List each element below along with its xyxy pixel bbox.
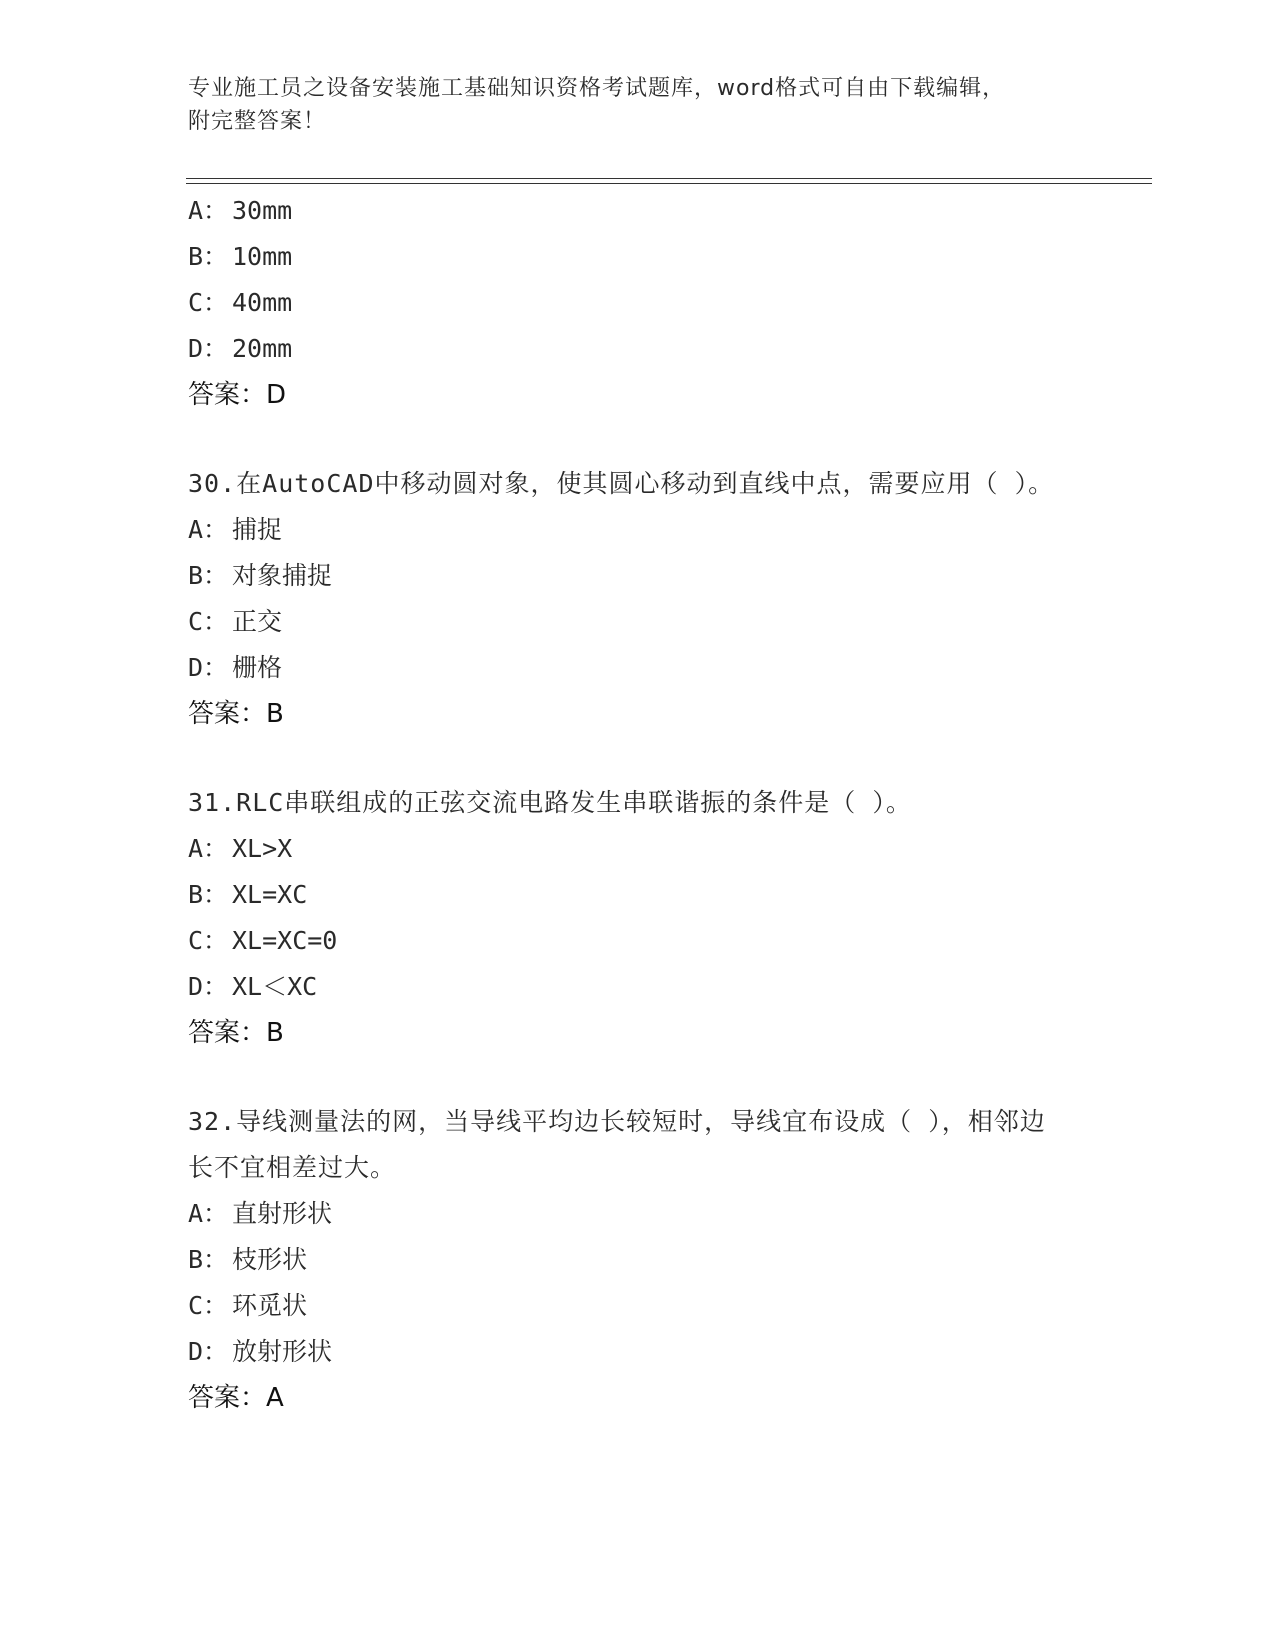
option-label: C： [188, 288, 229, 317]
option-b [188, 553, 1088, 599]
answer-line: 答案：D [188, 380, 287, 410]
option-text: 枝形状 [232, 1245, 308, 1274]
option-text: 栅格 [232, 653, 283, 682]
option-d [188, 1329, 1088, 1375]
question-text: 30.在AutoCAD中移动圆对象，使其圆心移动到直线中点，需要应用（ ）。 [188, 469, 1055, 498]
question-block [188, 1099, 1088, 1421]
option-text: XL＜XC [232, 972, 318, 1001]
option-text: 正交 [232, 607, 283, 636]
option-d [188, 964, 1088, 1010]
answer-line: 答案：B [188, 699, 284, 729]
option-label: B： [188, 880, 229, 909]
option-label: B： [188, 561, 229, 590]
option-label: A： [188, 515, 229, 544]
option-label: C： [188, 607, 229, 636]
option-text: 10mm [232, 242, 293, 271]
option-a [188, 188, 1088, 234]
option-text: XL>X [232, 834, 293, 863]
question-block [188, 461, 1088, 737]
option-label: B： [188, 242, 229, 271]
option-label: B： [188, 1245, 229, 1274]
question-block [188, 188, 1088, 418]
option-label: D： [188, 334, 229, 363]
option-a [188, 1191, 1088, 1237]
header-rule-bottom [186, 183, 1152, 184]
header-rule-top [186, 178, 1152, 179]
answer-line: 答案：B [188, 1018, 284, 1048]
option-c [188, 599, 1088, 645]
question-text: 32.导线测量法的网，当导线平均边长较短时，导线宜布设成（ ），相邻边长不宜相差过大。 [188, 1107, 1046, 1182]
option-text: 40mm [232, 288, 293, 317]
option-text: 环觅状 [232, 1291, 308, 1320]
option-text: 捕捉 [232, 515, 283, 544]
option-label: C： [188, 926, 229, 955]
page-header [188, 72, 1088, 138]
option-b [188, 1237, 1088, 1283]
option-label: D： [188, 1337, 229, 1366]
option-text: 20mm [232, 334, 293, 363]
question-block [188, 780, 1088, 1056]
option-label: C： [188, 1291, 229, 1320]
option-text: 30mm [232, 196, 293, 225]
option-b [188, 234, 1088, 280]
option-text: 直射形状 [232, 1199, 333, 1228]
header-line-1: 专业施工员之设备安装施工基础知识资格考试题库，word格式可自由下载编辑， [188, 76, 1006, 101]
option-c [188, 918, 1088, 964]
option-d [188, 326, 1088, 372]
option-b [188, 872, 1088, 918]
option-text: 对象捕捉 [232, 561, 333, 590]
option-label: D： [188, 653, 229, 682]
option-text: XL=XC [232, 880, 308, 909]
question-text: 31.RLC串联组成的正弦交流电路发生串联谐振的条件是（ ）。 [188, 788, 912, 817]
option-label: A： [188, 834, 229, 863]
option-label: A： [188, 1199, 229, 1228]
option-c [188, 1283, 1088, 1329]
option-text: 放射形状 [232, 1337, 333, 1366]
answer-line: 答案：A [188, 1383, 284, 1413]
option-a [188, 826, 1088, 872]
option-d [188, 645, 1088, 691]
option-c [188, 280, 1088, 326]
option-a [188, 507, 1088, 553]
option-text: XL=XC=0 [232, 926, 338, 955]
option-label: D： [188, 972, 229, 1001]
question-list [188, 188, 1088, 1421]
option-label: A： [188, 196, 229, 225]
header-line-2: 附完整答案！ [188, 109, 327, 134]
